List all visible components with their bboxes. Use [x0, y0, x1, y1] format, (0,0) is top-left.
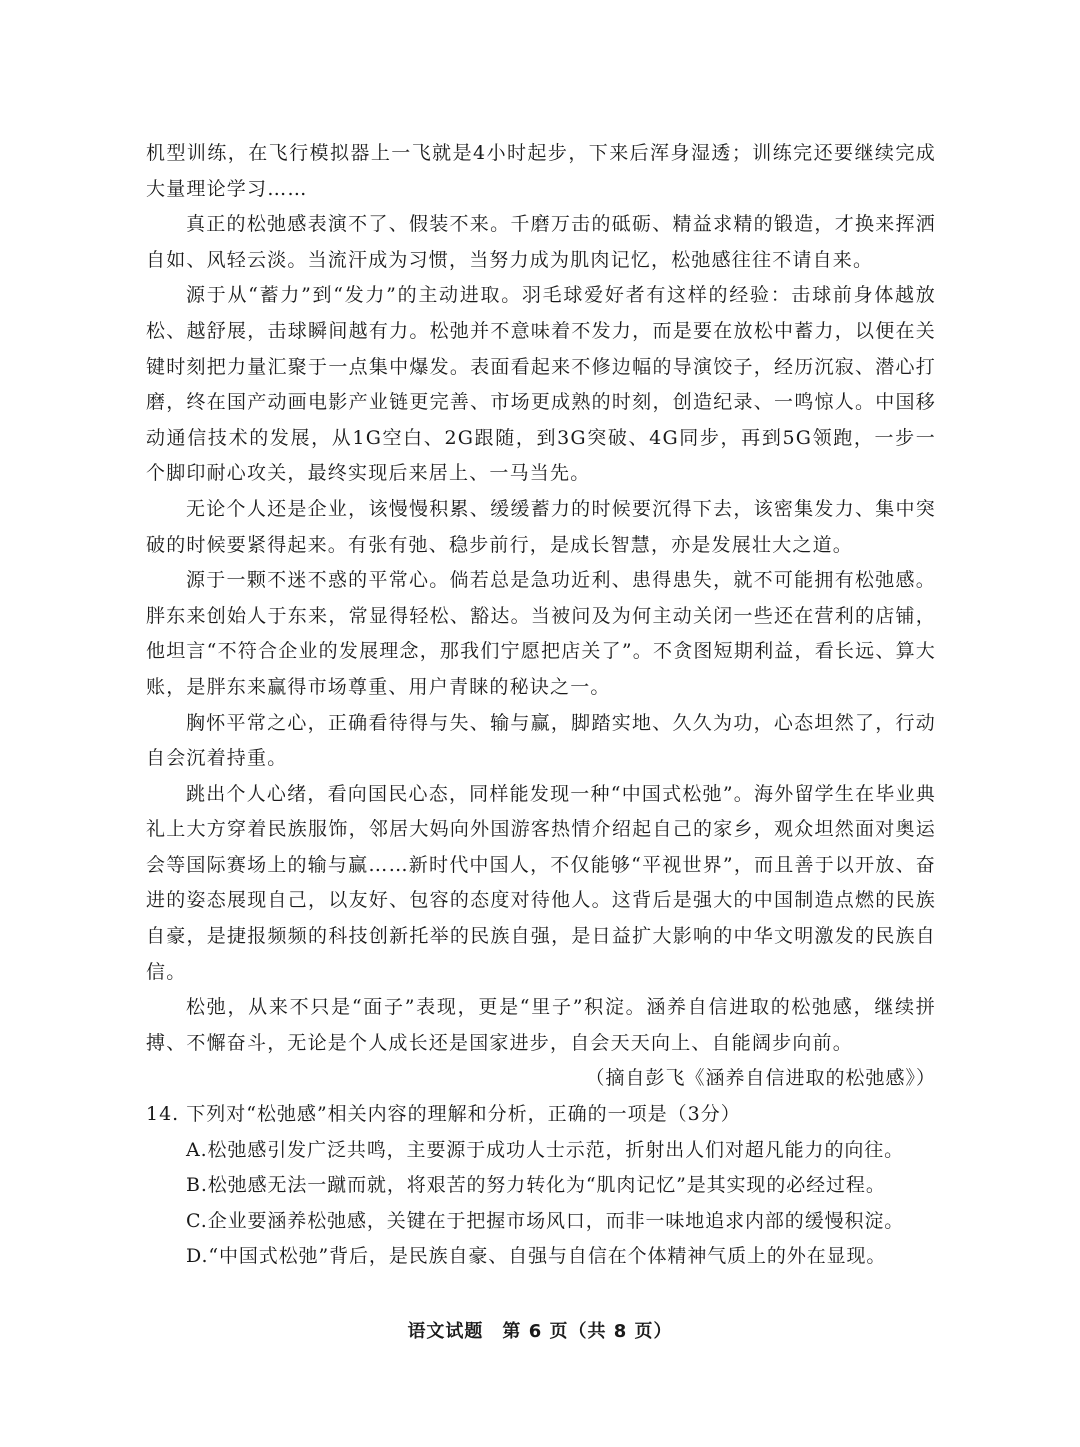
article-paragraph: 无论个人还是企业，该慢慢积累、缓缓蓄力的时候要沉得下去，该密集发力、集中突破的时候要紧得起来。有张有弛、稳步前行，是成长智慧，亦是发展壮大之道。 [146, 497, 936, 556]
option-b: B.松弛感无法一蹴而就，将艰苦的努力转化为“肌肉记忆”是其实现的必经过程。 [186, 1174, 886, 1197]
question-stem: 14. 下列对“松弛感”相关内容的理解和分析，正确的一项是（3分） [146, 1103, 741, 1126]
option-d: D.“中国式松弛”背后，是民族自豪、自强与自信在个体精神气质上的外在显现。 [186, 1245, 887, 1268]
page-footer: 语文试题 第 6 页（共 8 页） [407, 1321, 673, 1342]
article-source: （摘自彭飞《涵养自信进取的松弛感》） [585, 1067, 936, 1090]
option-c: C.企业要涵养松弛感，关键在于把握市场风口，而非一味地追求内部的缓慢积淀。 [186, 1209, 905, 1232]
article-paragraph: 源于从“蓄力”到“发力”的主动进取。羽毛球爱好者有这样的经验：击球前身体越放松、越舒展，击球瞬间越有力。松弛并不意味着不发力，而是要在放松中蓄力，以便在关键时刻把力量汇聚于一点集中爆发。表面看起来不修边幅的导演饺子，经历沉寂、潜心打磨，终在国产动画电影产业链更完善、市场更成熟的时刻，创造纪录、一鸣惊人。中国移动通信技术的发展，从1G空白、2G跟随，到3G突破、4G同步，再到5G领跑，一步一个脚印耐心攻关，最终实现后来居上、一马当先。 [146, 284, 936, 485]
article-paragraph: 胸怀平常之心，正确看待得与失、输与赢，脚踏实地、久久为功，心态坦然了，行动自会沉着持重。 [146, 711, 936, 770]
article-paragraph: 机型训练，在飞行模拟器上一飞就是4小时起步，下来后浑身湿透；训练完还要继续完成大量理论学习…… [146, 142, 936, 200]
article-paragraph: 真正的松弛感表演不了、假装不来。千磨万击的砥砺、精益求精的锻造，才换来挥洒自如、风轻云淡。当流汗成为习惯，当努力成为肌肉记忆，松弛感往往不请自来。 [146, 213, 936, 271]
exam-page-body [146, 136, 936, 1275]
option-a: A.松弛感引发广泛共鸣，主要源于成功人士示范，折射出人们对超凡能力的向往。 [186, 1138, 905, 1161]
article-paragraph: 源于一颗不迷不惑的平常心。倘若总是急功近利、患得患失，就不可能拥有松弛感。胖东来创始人于东来，常显得轻松、豁达。当被问及为何主动关闭一些还在营利的店铺，他坦言“不符合企业的发展理念，那我们宁愿把店关了”。不贪图短期利益，看长远、算大账，是胖东来赢得市场尊重、用户青睐的秘诀之一。 [146, 569, 936, 698]
article-paragraph: 松弛，从来不只是“面子”表现，更是“里子”积淀。涵养自信进取的松弛感，继续拼搏、不懈奋斗，无论是个人成长还是国家进步，自会天天向上、自能阔步向前。 [146, 996, 936, 1054]
article-paragraph: 跳出个人心绪，看向国民心态，同样能发现一种“中国式松弛”。海外留学生在毕业典礼上大方穿着民族服饰，邻居大妈向外国游客热情介绍起自己的家乡，观众坦然面对奥运会等国际赛场上的输与赢……新时代中国人，不仅能够“平视世界”，而且善于以开放、奋进的姿态展现自己，以友好、包容的态度对待他人。这背后是强大的中国制造点燃的民族自豪，是捷报频频的科技创新托举的民族自强，是日益扩大影响的中华文明激发的民族自信。 [146, 782, 936, 983]
